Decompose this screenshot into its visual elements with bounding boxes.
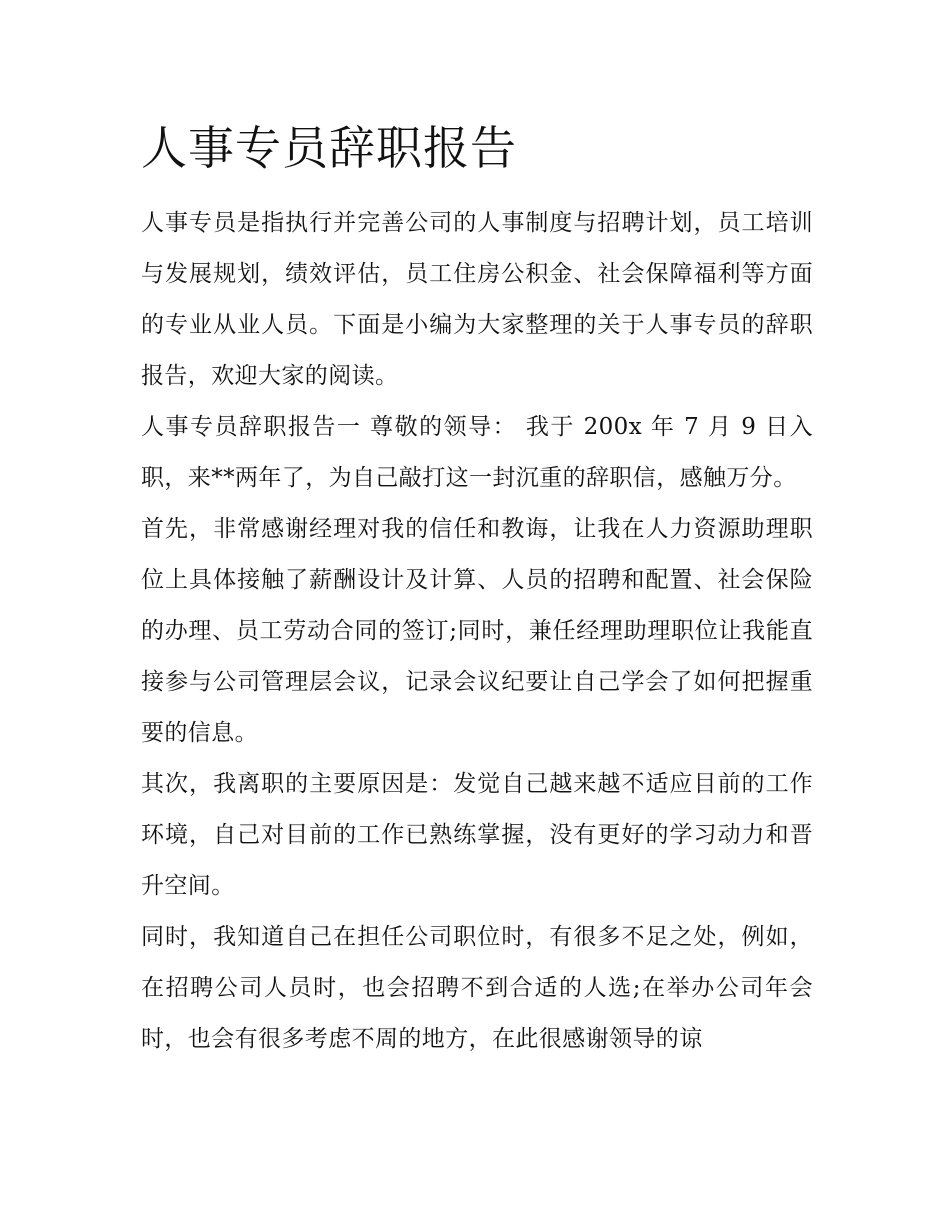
paragraph-intro: 人事专员是指执行并完善公司的人事制度与招聘计划，员工培训与发展规划，绩效评估，员工住房公积金、社会保障福利等方面的专业从业人员。下面是小编为大家整理的关于人事专员的辞职报告，欢迎大家的阅读。 bbox=[141, 210, 813, 389]
paragraph-salutation: 人事专员辞职报告一 尊敬的领导： 我于 200x 年 7 月 9 日入职，来**两年了，为自己敲打这一封沉重的辞职信，感触万分。 bbox=[141, 414, 813, 491]
paragraph-shortcomings: 同时，我知道自己在担任公司职位时，有很多不足之处，例如，在招聘公司人员时，也会招聘不到合适的人选;在举办公司年会时，也会有很多考虑不周的地方，在此很感谢领导的谅 bbox=[141, 924, 813, 1052]
document-body bbox=[141, 112, 813, 1065]
paragraph-reason: 其次，我离职的主要原因是：发觉自己越来越不适应目前的工作环境，自己对目前的工作已熟练掌握，没有更好的学习动力和晋升空间。 bbox=[141, 771, 813, 899]
paragraph-gratitude: 首先，非常感谢经理对我的信任和教诲，让我在人力资源助理职位上具体接触了薪酬设计及计算、人员的招聘和配置、社会保险的办理、员工劳动合同的签订;同时，兼任经理助理职位让我能直接参与公司管理层会议，记录会议纪要让自己学会了如何把握重要的信息。 bbox=[141, 516, 813, 746]
document-title: 人事专员辞职报告 bbox=[141, 121, 517, 175]
